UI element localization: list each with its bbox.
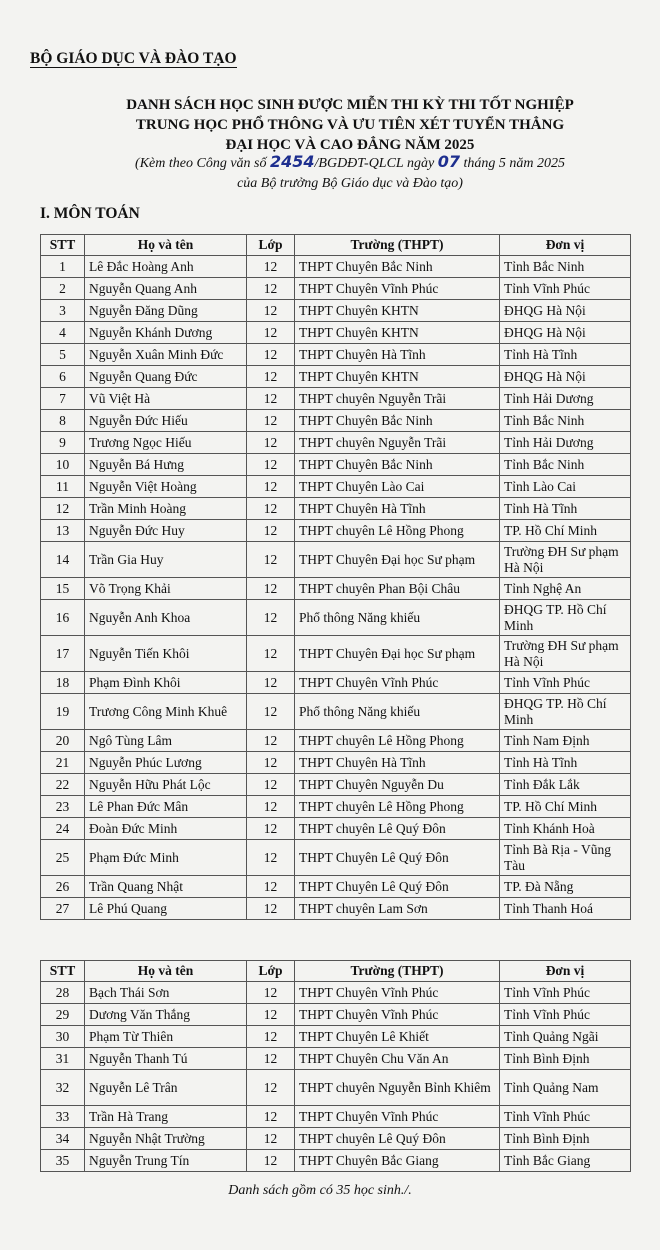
cell-grade: 12	[247, 730, 295, 752]
cell-unit: Tỉnh Hà Tĩnh	[500, 344, 631, 366]
subtitle-suffix: tháng 5 năm 2025	[463, 156, 565, 171]
cell-grade: 12	[247, 982, 295, 1004]
cell-school: THPT Chuyên KHTN	[295, 300, 500, 322]
cell-name: Lê Phú Quang	[85, 898, 247, 920]
cell-stt: 13	[41, 520, 85, 542]
table-header-row	[41, 961, 631, 982]
cell-stt: 15	[41, 578, 85, 600]
cell-grade: 12	[247, 322, 295, 344]
cell-stt: 8	[41, 410, 85, 432]
cell-grade: 12	[247, 1128, 295, 1150]
table-row	[41, 818, 631, 840]
cell-grade: 12	[247, 432, 295, 454]
cell-grade: 12	[247, 578, 295, 600]
cell-unit: Tỉnh Lào Cai	[500, 476, 631, 498]
cell-stt: 10	[41, 454, 85, 476]
cell-unit: ĐHQG Hà Nội	[500, 366, 631, 388]
table-row	[41, 1048, 631, 1070]
subtitle-mid: /BGDĐT-QLCL ngày	[314, 156, 435, 171]
subtitle-line-1	[40, 152, 660, 174]
cell-grade: 12	[247, 366, 295, 388]
cell-stt: 17	[41, 636, 85, 672]
col-header-school: Trường (THPT)	[295, 961, 500, 982]
cell-name: Trần Minh Hoàng	[85, 498, 247, 520]
table-row	[41, 1026, 631, 1048]
cell-school: THPT chuyên Lê Quý Đôn	[295, 1128, 500, 1150]
cell-school: THPT Chuyên Bắc Ninh	[295, 454, 500, 476]
cell-name: Vũ Việt Hà	[85, 388, 247, 410]
cell-unit: Tỉnh Vĩnh Phúc	[500, 1106, 631, 1128]
cell-stt: 1	[41, 256, 85, 278]
cell-name: Trương Công Minh Khuê	[85, 694, 247, 730]
cell-name: Ngô Tùng Lâm	[85, 730, 247, 752]
cell-grade: 12	[247, 840, 295, 876]
cell-name: Nguyễn Thanh Tú	[85, 1048, 247, 1070]
subtitle-prefix: (Kèm theo Công văn số	[135, 156, 267, 171]
table-row	[41, 542, 631, 578]
cell-school: THPT Chuyên Lê Quý Đôn	[295, 840, 500, 876]
cell-unit: Tỉnh Nam Định	[500, 730, 631, 752]
cell-school: THPT Chuyên Hà Tĩnh	[295, 498, 500, 520]
cell-unit: Tỉnh Quảng Nam	[500, 1070, 631, 1106]
cell-stt: 12	[41, 498, 85, 520]
table-row	[41, 278, 631, 300]
col-header-stt: STT	[41, 235, 85, 256]
cell-stt: 23	[41, 796, 85, 818]
cell-school: THPT Chuyên Bắc Giang	[295, 1150, 500, 1172]
table-row	[41, 982, 631, 1004]
table-row	[41, 1004, 631, 1026]
col-header-unit: Đơn vị	[500, 235, 631, 256]
cell-grade: 12	[247, 1026, 295, 1048]
cell-stt: 5	[41, 344, 85, 366]
cell-unit: Tỉnh Hải Dương	[500, 388, 631, 410]
table-row	[41, 454, 631, 476]
cell-school: THPT Chuyên Lào Cai	[295, 476, 500, 498]
title-line-1: DANH SÁCH HỌC SINH ĐƯỢC MIỄN THI KỲ THI TỐT NGHIỆP	[126, 97, 574, 113]
cell-grade: 12	[247, 636, 295, 672]
cell-name: Trần Gia Huy	[85, 542, 247, 578]
table-row	[41, 898, 631, 920]
cell-unit: Tỉnh Hà Tĩnh	[500, 498, 631, 520]
cell-stt: 29	[41, 1004, 85, 1026]
cell-school: THPT chuyên Lê Hồng Phong	[295, 796, 500, 818]
document-subtitle	[40, 152, 660, 194]
table-row	[41, 1106, 631, 1128]
table-row	[41, 578, 631, 600]
cell-name: Nguyễn Đức Huy	[85, 520, 247, 542]
cell-name: Lê Đắc Hoàng Anh	[85, 256, 247, 278]
cell-unit: Tỉnh Vĩnh Phúc	[500, 278, 631, 300]
table-row	[41, 322, 631, 344]
cell-grade: 12	[247, 498, 295, 520]
cell-unit: Tỉnh Vĩnh Phúc	[500, 982, 631, 1004]
cell-school: THPT Chuyên Lê Quý Đôn	[295, 876, 500, 898]
cell-school: THPT chuyên Nguyễn Trãi	[295, 432, 500, 454]
cell-name: Trần Quang Nhật	[85, 876, 247, 898]
table-row	[41, 388, 631, 410]
table-row	[41, 256, 631, 278]
cell-stt: 27	[41, 898, 85, 920]
handwritten-day: 07	[437, 152, 460, 171]
table-body-part-1	[41, 256, 631, 920]
cell-grade: 12	[247, 876, 295, 898]
cell-school: THPT Chuyên KHTN	[295, 322, 500, 344]
cell-school: THPT chuyên Lê Hồng Phong	[295, 730, 500, 752]
table-row	[41, 366, 631, 388]
cell-school: THPT Chuyên Nguyễn Du	[295, 774, 500, 796]
cell-name: Nguyễn Đăng Dũng	[85, 300, 247, 322]
cell-unit: Trường ĐH Sư phạm Hà Nội	[500, 542, 631, 578]
cell-stt: 34	[41, 1128, 85, 1150]
cell-unit: Tỉnh Vĩnh Phúc	[500, 1004, 631, 1026]
table-row	[41, 752, 631, 774]
cell-grade: 12	[247, 410, 295, 432]
cell-unit: ĐHQG Hà Nội	[500, 300, 631, 322]
col-header-school: Trường (THPT)	[295, 235, 500, 256]
cell-stt: 3	[41, 300, 85, 322]
cell-stt: 2	[41, 278, 85, 300]
cell-stt: 26	[41, 876, 85, 898]
cell-grade: 12	[247, 796, 295, 818]
cell-name: Nguyễn Quang Anh	[85, 278, 247, 300]
table-row	[41, 1128, 631, 1150]
cell-school: THPT Chuyên Vĩnh Phúc	[295, 1106, 500, 1128]
cell-unit: Tỉnh Bắc Ninh	[500, 410, 631, 432]
cell-unit: Tỉnh Bình Định	[500, 1048, 631, 1070]
subtitle-line-2: của Bộ trưởng Bộ Giáo dục và Đào tạo)	[237, 176, 463, 191]
cell-stt: 18	[41, 672, 85, 694]
table-row	[41, 410, 631, 432]
table-row	[41, 796, 631, 818]
col-header-name: Họ và tên	[85, 961, 247, 982]
section-title: I. MÔN TOÁN	[40, 205, 140, 222]
cell-name: Nguyễn Đức Hiếu	[85, 410, 247, 432]
cell-name: Nguyễn Hữu Phát Lộc	[85, 774, 247, 796]
table-row	[41, 672, 631, 694]
cell-unit: TP. Đà Nẵng	[500, 876, 631, 898]
cell-school: THPT Chuyên Lê Khiết	[295, 1026, 500, 1048]
cell-stt: 7	[41, 388, 85, 410]
table-row	[41, 694, 631, 730]
student-table-part-2	[40, 960, 631, 1172]
table-row	[41, 498, 631, 520]
cell-grade: 12	[247, 1048, 295, 1070]
table-row	[41, 476, 631, 498]
cell-unit: Tỉnh Hải Dương	[500, 432, 631, 454]
cell-unit: Trường ĐH Sư phạm Hà Nội	[500, 636, 631, 672]
cell-grade: 12	[247, 256, 295, 278]
cell-stt: 28	[41, 982, 85, 1004]
cell-grade: 12	[247, 752, 295, 774]
handwritten-doc-number: 2454	[269, 152, 315, 171]
cell-school: THPT chuyên Phan Bội Châu	[295, 578, 500, 600]
cell-unit: Tỉnh Thanh Hoá	[500, 898, 631, 920]
ministry-name	[30, 50, 237, 68]
cell-school: THPT chuyên Lê Quý Đôn	[295, 818, 500, 840]
table-row	[41, 840, 631, 876]
cell-unit: Tỉnh Đắk Lắk	[500, 774, 631, 796]
cell-school: Phổ thông Năng khiếu	[295, 694, 500, 730]
cell-grade: 12	[247, 818, 295, 840]
table-row	[41, 1150, 631, 1172]
cell-unit: Tỉnh Bình Định	[500, 1128, 631, 1150]
title-line-2: TRUNG HỌC PHỔ THÔNG VÀ ƯU TIÊN XÉT TUYỂN THẲNG	[135, 117, 565, 133]
cell-grade: 12	[247, 454, 295, 476]
cell-name: Nguyễn Việt Hoàng	[85, 476, 247, 498]
cell-grade: 12	[247, 600, 295, 636]
cell-grade: 12	[247, 1070, 295, 1106]
cell-school: THPT Chuyên Hà Tĩnh	[295, 344, 500, 366]
table-row	[41, 730, 631, 752]
cell-school: THPT Chuyên Đại học Sư phạm	[295, 636, 500, 672]
cell-school: Phổ thông Năng khiếu	[295, 600, 500, 636]
cell-stt: 11	[41, 476, 85, 498]
cell-unit: Tỉnh Quảng Ngãi	[500, 1026, 631, 1048]
cell-unit: Tỉnh Bà Rịa - Vũng Tàu	[500, 840, 631, 876]
cell-grade: 12	[247, 694, 295, 730]
table-row	[41, 520, 631, 542]
cell-unit: Tỉnh Nghệ An	[500, 578, 631, 600]
cell-school: THPT Chuyên Vĩnh Phúc	[295, 1004, 500, 1026]
table-row	[41, 432, 631, 454]
cell-school: THPT Chuyên Bắc Ninh	[295, 410, 500, 432]
cell-school: THPT Chuyên Chu Văn An	[295, 1048, 500, 1070]
footer-note: Danh sách gồm có 35 học sinh./.	[228, 1183, 412, 1198]
cell-stt: 20	[41, 730, 85, 752]
table-header-row	[41, 235, 631, 256]
cell-stt: 6	[41, 366, 85, 388]
cell-name: Nguyễn Lê Trân	[85, 1070, 247, 1106]
cell-school: THPT chuyên Nguyễn Bỉnh Khiêm	[295, 1070, 500, 1106]
cell-stt: 22	[41, 774, 85, 796]
cell-unit: ĐHQG TP. Hồ Chí Minh	[500, 694, 631, 730]
table-row	[41, 636, 631, 672]
cell-stt: 24	[41, 818, 85, 840]
cell-school: THPT Chuyên Đại học Sư phạm	[295, 542, 500, 578]
table-row	[41, 1070, 631, 1106]
cell-grade: 12	[247, 344, 295, 366]
cell-grade: 12	[247, 388, 295, 410]
cell-grade: 12	[247, 1150, 295, 1172]
col-header-unit: Đơn vị	[500, 961, 631, 982]
cell-grade: 12	[247, 774, 295, 796]
cell-stt: 16	[41, 600, 85, 636]
cell-unit: Tỉnh Khánh Hoà	[500, 818, 631, 840]
cell-school: THPT Chuyên Vĩnh Phúc	[295, 672, 500, 694]
col-header-grade: Lớp	[247, 235, 295, 256]
cell-stt: 32	[41, 1070, 85, 1106]
title-line-3: ĐẠI HỌC VÀ CAO ĐẲNG NĂM 2025	[225, 137, 475, 153]
cell-school: THPT Chuyên Bắc Ninh	[295, 256, 500, 278]
cell-name: Dương Văn Thắng	[85, 1004, 247, 1026]
col-header-stt: STT	[41, 961, 85, 982]
cell-grade: 12	[247, 476, 295, 498]
col-header-name: Họ và tên	[85, 235, 247, 256]
document-title	[60, 95, 640, 155]
cell-name: Phạm Đình Khôi	[85, 672, 247, 694]
cell-grade: 12	[247, 672, 295, 694]
cell-name: Phạm Từ Thiên	[85, 1026, 247, 1048]
cell-stt: 31	[41, 1048, 85, 1070]
cell-name: Nguyễn Nhật Trường	[85, 1128, 247, 1150]
cell-name: Trần Hà Trang	[85, 1106, 247, 1128]
cell-stt: 30	[41, 1026, 85, 1048]
table-row	[41, 876, 631, 898]
cell-name: Võ Trọng Khải	[85, 578, 247, 600]
cell-stt: 35	[41, 1150, 85, 1172]
cell-stt: 25	[41, 840, 85, 876]
cell-grade: 12	[247, 542, 295, 578]
cell-name: Nguyễn Anh Khoa	[85, 600, 247, 636]
cell-school: THPT chuyên Lê Hồng Phong	[295, 520, 500, 542]
cell-name: Nguyễn Khánh Dương	[85, 322, 247, 344]
cell-school: THPT chuyên Nguyễn Trãi	[295, 388, 500, 410]
cell-name: Phạm Đức Minh	[85, 840, 247, 876]
cell-name: Nguyễn Trung Tín	[85, 1150, 247, 1172]
cell-name: Nguyễn Phúc Lương	[85, 752, 247, 774]
cell-school: THPT Chuyên KHTN	[295, 366, 500, 388]
cell-school: THPT chuyên Lam Sơn	[295, 898, 500, 920]
cell-grade: 12	[247, 300, 295, 322]
cell-unit: Tỉnh Bắc Ninh	[500, 256, 631, 278]
col-header-grade: Lớp	[247, 961, 295, 982]
cell-name: Nguyễn Bá Hưng	[85, 454, 247, 476]
cell-grade: 12	[247, 520, 295, 542]
cell-unit: ĐHQG TP. Hồ Chí Minh	[500, 600, 631, 636]
cell-school: THPT Chuyên Hà Tĩnh	[295, 752, 500, 774]
table-row	[41, 774, 631, 796]
student-table-part-1	[40, 234, 631, 920]
cell-stt: 14	[41, 542, 85, 578]
cell-grade: 12	[247, 898, 295, 920]
cell-grade: 12	[247, 1004, 295, 1026]
cell-name: Nguyễn Xuân Minh Đức	[85, 344, 247, 366]
cell-name: Nguyễn Quang Đức	[85, 366, 247, 388]
cell-unit: Tỉnh Bắc Giang	[500, 1150, 631, 1172]
ministry-name-text: BỘ GIÁO DỤC VÀ ĐÀO TẠO	[30, 50, 237, 67]
table-row	[41, 344, 631, 366]
cell-unit: Tỉnh Hà Tĩnh	[500, 752, 631, 774]
table-row	[41, 300, 631, 322]
cell-name: Nguyễn Tiến Khôi	[85, 636, 247, 672]
cell-grade: 12	[247, 278, 295, 300]
cell-unit: TP. Hồ Chí Minh	[500, 796, 631, 818]
table-body-part-2	[41, 982, 631, 1172]
cell-unit: Tỉnh Bắc Ninh	[500, 454, 631, 476]
cell-name: Bạch Thái Sơn	[85, 982, 247, 1004]
cell-stt: 21	[41, 752, 85, 774]
cell-school: THPT Chuyên Vĩnh Phúc	[295, 278, 500, 300]
cell-grade: 12	[247, 1106, 295, 1128]
cell-stt: 19	[41, 694, 85, 730]
cell-stt: 9	[41, 432, 85, 454]
cell-stt: 4	[41, 322, 85, 344]
cell-unit: Tỉnh Vĩnh Phúc	[500, 672, 631, 694]
table-row	[41, 600, 631, 636]
cell-school: THPT Chuyên Vĩnh Phúc	[295, 982, 500, 1004]
cell-name: Lê Phan Đức Mân	[85, 796, 247, 818]
cell-unit: ĐHQG Hà Nội	[500, 322, 631, 344]
cell-name: Trương Ngọc Hiếu	[85, 432, 247, 454]
cell-name: Đoàn Đức Minh	[85, 818, 247, 840]
cell-unit: TP. Hồ Chí Minh	[500, 520, 631, 542]
cell-stt: 33	[41, 1106, 85, 1128]
